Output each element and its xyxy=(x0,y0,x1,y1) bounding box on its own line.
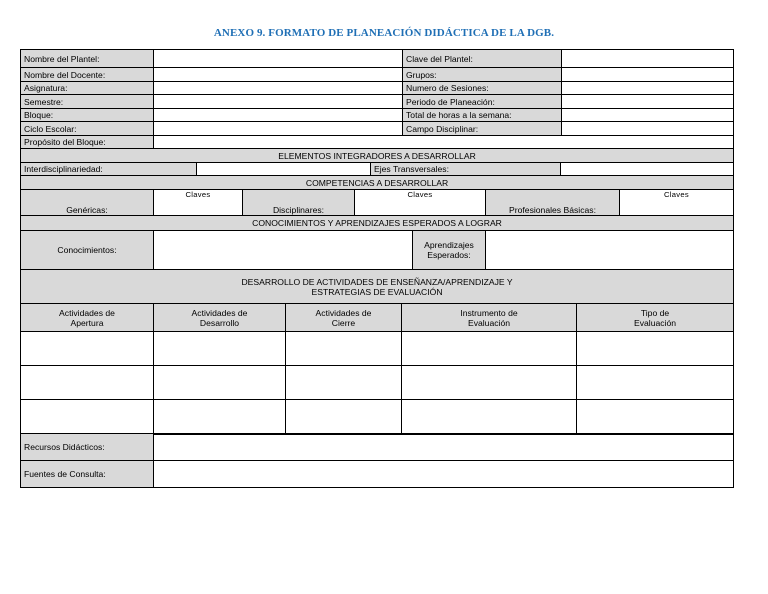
recursos-table xyxy=(20,433,734,488)
apertura-cell[interactable] xyxy=(21,332,154,366)
profesionales-claves-field[interactable]: Claves xyxy=(620,190,734,216)
asignatura-field[interactable] xyxy=(154,82,403,95)
campo-disciplinar-field[interactable] xyxy=(562,122,734,136)
col-cierre-header: Actividades de Cierre xyxy=(286,304,402,332)
fuentes-consulta-label: Fuentes de Consulta: xyxy=(21,461,154,488)
periodo-planeacion-label: Periodo de Planeación: xyxy=(403,95,562,109)
proposito-bloque-label: Propósito del Bloque: xyxy=(21,136,154,149)
numero-sesiones-label: Numero de Sesiones: xyxy=(403,82,562,95)
profesionales-label: Profesionales Básicas: xyxy=(486,190,620,216)
desarrollo-cell[interactable] xyxy=(154,332,286,366)
cierre-cell[interactable] xyxy=(286,366,402,400)
desarrollo-cell[interactable] xyxy=(154,366,286,400)
ciclo-escolar-label: Ciclo Escolar: xyxy=(21,122,154,136)
interdisciplinariedad-label: Interdisciplinariedad: xyxy=(21,163,197,176)
semestre-label: Semestre: xyxy=(21,95,154,109)
document-title: ANEXO 9. FORMATO DE PLANEACIÓN DIDÁCTICA DE LA DGB. xyxy=(213,27,555,39)
genericas-claves-field[interactable]: Claves xyxy=(154,190,243,216)
desarrollo-cell[interactable] xyxy=(154,400,286,435)
tipo-cell[interactable] xyxy=(577,332,734,366)
table-row xyxy=(21,332,734,366)
bloque-label: Bloque: xyxy=(21,109,154,122)
numero-sesiones-field[interactable] xyxy=(562,82,734,95)
instrumento-cell[interactable] xyxy=(402,366,577,400)
grupos-field[interactable] xyxy=(562,68,734,82)
col-desarrollo-header: Actividades de Desarrollo xyxy=(154,304,286,332)
aprendizajes-esperados-field[interactable] xyxy=(486,231,734,270)
conocimientos-label: Conocimientos: xyxy=(21,231,154,270)
integradores-table xyxy=(20,148,734,176)
table-row xyxy=(21,366,734,400)
desarrollo-header: DESARROLLO DE ACTIVIDADES DE ENSEÑANZA/APRENDIZAJE Y ESTRATEGIAS DE EVALUACIÓN xyxy=(21,270,734,304)
col-instrumento-header: Instrumento de Evaluación xyxy=(402,304,577,332)
tipo-cell[interactable] xyxy=(577,366,734,400)
ejes-transversales-field[interactable] xyxy=(561,163,734,176)
ejes-transversales-label: Ejes Transversales: xyxy=(371,163,561,176)
nombre-docente-label: Nombre del Docente: xyxy=(21,68,154,82)
competencias-header: COMPETENCIAS A DESARROLLAR xyxy=(21,176,734,190)
aprendizajes-esperados-label: Aprendizajes Esperados: xyxy=(413,231,486,270)
nombre-docente-field[interactable] xyxy=(154,68,403,82)
table-row xyxy=(21,400,734,435)
nombre-plantel-field[interactable] xyxy=(154,50,403,68)
ciclo-escolar-field[interactable] xyxy=(154,122,403,136)
total-horas-label: Total de horas a la semana: xyxy=(403,109,562,122)
asignatura-label: Asignatura: xyxy=(21,82,154,95)
general-info-table xyxy=(20,49,734,149)
conocimientos-header: CONOCIMIENTOS Y APRENDIZAJES ESPERADOS A LOGRAR xyxy=(21,216,734,231)
periodo-planeacion-field[interactable] xyxy=(562,95,734,109)
nombre-plantel-label: Nombre del Plantel: xyxy=(21,50,154,68)
fuentes-consulta-field[interactable] xyxy=(154,461,734,488)
col-apertura-header: Actividades de Apertura xyxy=(21,304,154,332)
integradores-header: ELEMENTOS INTEGRADORES A DESARROLLAR xyxy=(21,149,734,163)
tipo-cell[interactable] xyxy=(577,400,734,435)
campo-disciplinar-label: Campo Disciplinar: xyxy=(403,122,562,136)
clave-plantel-field[interactable] xyxy=(562,50,734,68)
instrumento-cell[interactable] xyxy=(402,400,577,435)
recursos-didacticos-field[interactable] xyxy=(154,434,734,461)
conocimientos-table xyxy=(20,215,734,270)
interdisciplinariedad-field[interactable] xyxy=(197,163,371,176)
semestre-field[interactable] xyxy=(154,95,403,109)
conocimientos-field[interactable] xyxy=(154,231,413,270)
disciplinares-claves-field[interactable]: Claves xyxy=(355,190,486,216)
apertura-cell[interactable] xyxy=(21,366,154,400)
clave-plantel-label: Clave del Plantel: xyxy=(403,50,562,68)
desarrollo-table xyxy=(20,269,734,435)
bloque-field[interactable] xyxy=(154,109,403,122)
genericas-label: Genéricas: xyxy=(21,190,154,216)
disciplinares-label: Disciplinares: xyxy=(243,190,355,216)
cierre-cell[interactable] xyxy=(286,332,402,366)
competencias-table xyxy=(20,175,734,216)
instrumento-cell[interactable] xyxy=(402,332,577,366)
recursos-didacticos-label: Recursos Didácticos: xyxy=(21,434,154,461)
total-horas-field[interactable] xyxy=(562,109,734,122)
proposito-bloque-field[interactable] xyxy=(154,136,734,149)
cierre-cell[interactable] xyxy=(286,400,402,435)
col-tipo-header: Tipo de Evaluación xyxy=(577,304,734,332)
apertura-cell[interactable] xyxy=(21,400,154,435)
grupos-label: Grupos: xyxy=(403,68,562,82)
